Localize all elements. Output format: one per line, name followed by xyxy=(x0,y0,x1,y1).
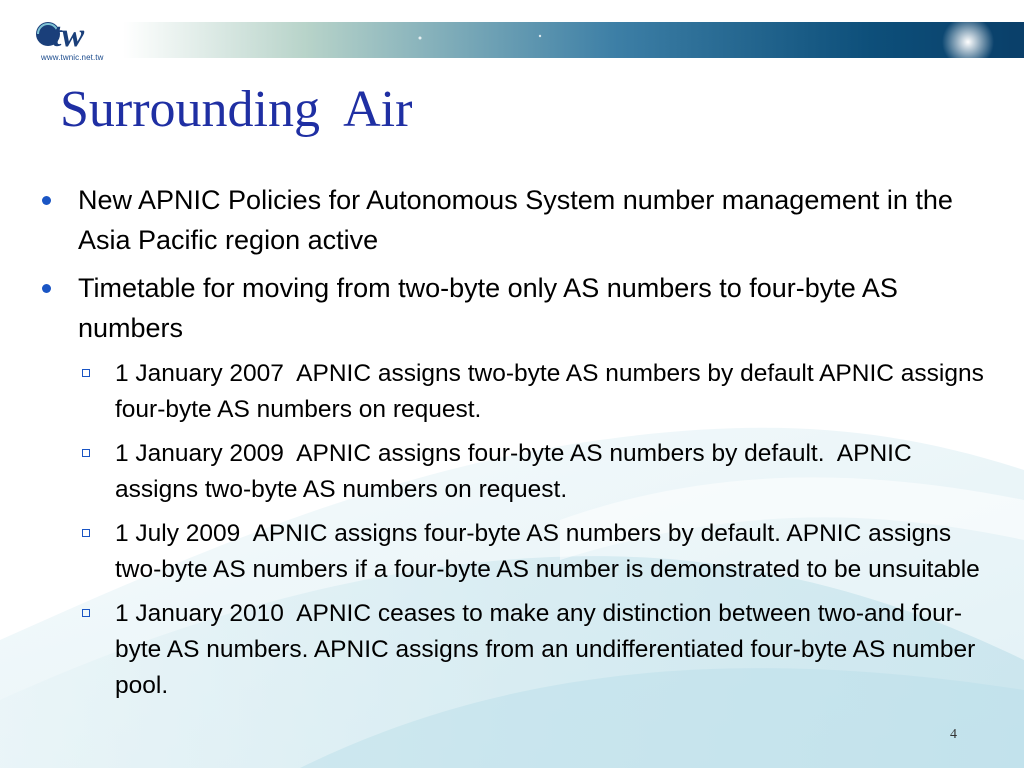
sub-bullet-item xyxy=(115,516,995,588)
sub-bullet-text: 1 July 2009 APNIC assigns four-byte AS numbers by default. APNIC assigns two-byte AS numbers if a four-byte AS number is demonstrated to be unsuitable xyxy=(115,520,980,583)
bullet-text: New APNIC Policies for Autonomous System number management in the Asia Pacific region active xyxy=(78,185,959,255)
bullet-dot-icon xyxy=(42,196,51,205)
page-number: 4 xyxy=(950,727,957,742)
sub-bullet-text: 1 January 2007 APNIC assigns two-byte AS numbers by default APNIC assigns four-byte AS numbers on request. xyxy=(115,360,991,423)
sub-bullet-text: 1 January 2009 APNIC assigns four-byte AS numbers by default. APNIC assigns two-byte AS numbers on request. xyxy=(115,440,919,503)
sub-bullet-item xyxy=(115,356,995,428)
bullet-item xyxy=(78,180,958,260)
square-bullet-icon xyxy=(82,449,90,457)
logo-wordmark: tw xyxy=(52,17,85,54)
bullet-dot-icon xyxy=(42,284,51,293)
square-bullet-icon xyxy=(82,609,90,617)
header-band xyxy=(0,0,1024,58)
logo-url: www.twnic.net.tw xyxy=(41,53,104,62)
bullet-text: Timetable for moving from two-byte only AS numbers to four-byte AS numbers xyxy=(78,273,906,343)
slide-content xyxy=(0,180,1024,712)
square-bullet-icon xyxy=(82,529,90,537)
square-bullet-icon xyxy=(82,369,90,377)
sub-bullet-text: 1 January 2010 APNIC ceases to make any distinction between two-and four-byte AS numbers. APNIC assigns from an undifferentiated four-byte AS number pool. xyxy=(115,600,983,699)
sub-bullet-item xyxy=(115,596,995,704)
slide-title: Surrounding Air xyxy=(60,81,413,138)
bullet-item xyxy=(78,268,958,348)
sub-bullet-item xyxy=(115,436,995,508)
